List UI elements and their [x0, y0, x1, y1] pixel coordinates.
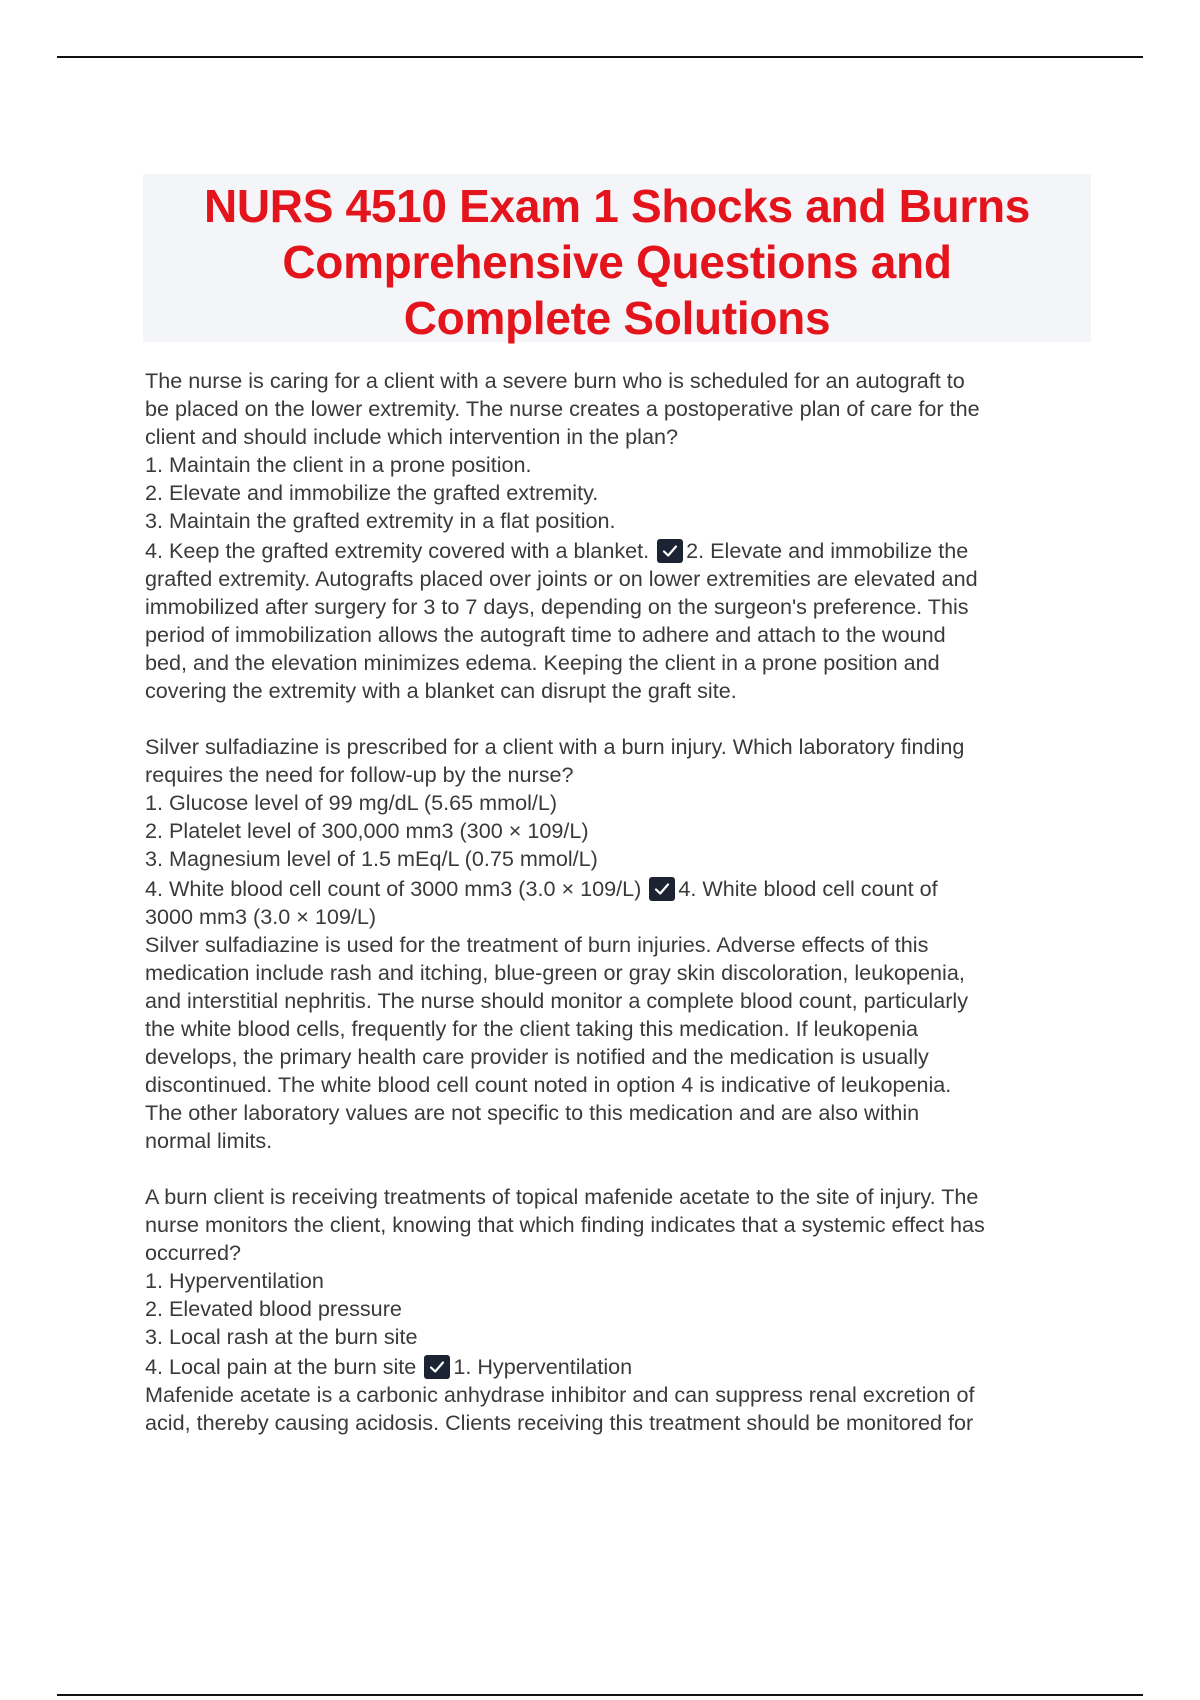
explanation-text: grafted extremity. Autografts placed over joints or on lower extremities are elevated and [145, 566, 978, 591]
explanation-text: bed, and the elevation minimizes edema. Keeping the client in a prone position and [145, 650, 940, 675]
answer-option: 4. Local pain at the burn site [145, 1354, 417, 1379]
answer-option: 3. Local rash at the burn site [145, 1324, 418, 1349]
question-text: The nurse is caring for a client with a severe burn who is scheduled for an autograft to [145, 368, 965, 393]
checkmark-icon [649, 877, 675, 901]
answer-option: 1. Maintain the client in a prone position. [145, 452, 532, 477]
explanation-text: medication include rash and itching, blue-green or gray skin discoloration, leukopenia, [145, 960, 965, 985]
answer-option: 4. White blood cell count of 3000 mm3 (3.0 × 109/L) [145, 876, 642, 901]
explanation-text: develops, the primary health care provider is notified and the medication is usually [145, 1044, 929, 1069]
question-block-2 [145, 733, 1090, 1155]
explanation-text: Silver sulfadiazine is used for the treatment of burn injuries. Adverse effects of this [145, 932, 929, 957]
question-text: nurse monitors the client, knowing that which finding indicates that a systemic effect has [145, 1212, 985, 1237]
checkmark-icon [657, 539, 683, 563]
answer-option: 2. Elevated blood pressure [145, 1296, 402, 1321]
explanation-text: acid, thereby causing acidosis. Clients receiving this treatment should be monitored for [145, 1410, 974, 1435]
page-title-line-2: Comprehensive Questions and [282, 236, 952, 288]
explanation-text: covering the extremity with a blanket can disrupt the graft site. [145, 678, 737, 703]
question-block-1 [145, 367, 1090, 705]
document-body [145, 367, 1090, 1437]
explanation-text: The other laboratory values are not specific to this medication and are also within [145, 1100, 920, 1125]
correct-answer: 4. White blood cell count of [678, 876, 938, 901]
title-banner [143, 174, 1091, 342]
question-block-3 [145, 1183, 1090, 1437]
question-text: requires the need for follow-up by the nurse? [145, 762, 574, 787]
question-text: A burn client is receiving treatments of topical mafenide acetate to the site of injury. The [145, 1184, 979, 1209]
answer-option: 1. Glucose level of 99 mg/dL (5.65 mmol/L) [145, 790, 558, 815]
page-title-line-3: Complete Solutions [403, 292, 831, 344]
checkmark-icon [424, 1355, 450, 1379]
correct-answer: 2. Elevate and immobilize the [686, 538, 969, 563]
answer-line [145, 1353, 1090, 1381]
answer-option: 2. Elevate and immobilize the grafted extremity. [145, 480, 599, 505]
explanation-text: Mafenide acetate is a carbonic anhydrase inhibitor and can suppress renal excretion of [145, 1382, 975, 1407]
explanation-text: normal limits. [145, 1128, 273, 1153]
question-text: client and should include which intervention in the plan? [145, 424, 679, 449]
top-rule [57, 56, 1143, 58]
answer-option: 1. Hyperventilation [145, 1268, 324, 1293]
explanation-text: 3000 mm3 (3.0 × 109/L) [145, 904, 377, 929]
answer-option: 3. Maintain the grafted extremity in a flat position. [145, 508, 616, 533]
question-text: occurred? [145, 1240, 242, 1265]
question-text: Silver sulfadiazine is prescribed for a client with a burn injury. Which laboratory finding [145, 734, 965, 759]
question-text: be placed on the lower extremity. The nurse creates a postoperative plan of care for the [145, 396, 980, 421]
explanation-text: immobilized after surgery for 3 to 7 days, depending on the surgeon's preference. This [145, 594, 969, 619]
explanation-text: discontinued. The white blood cell count noted in option 4 is indicative of leukopenia. [145, 1072, 952, 1097]
answer-option: 2. Platelet level of 300,000 mm3 (300 × 109/L) [145, 818, 589, 843]
explanation-text: period of immobilization allows the autograft time to adhere and attach to the wound [145, 622, 946, 647]
explanation-text: the white blood cells, frequently for the client taking this medication. If leukopenia [145, 1016, 919, 1041]
answer-line [145, 537, 1090, 565]
answer-option: 4. Keep the grafted extremity covered with a blanket. [145, 538, 650, 563]
explanation-text: and interstitial nephritis. The nurse should monitor a complete blood count, particularly [145, 988, 969, 1013]
answer-option: 3. Magnesium level of 1.5 mEq/L (0.75 mmol/L) [145, 846, 598, 871]
bottom-rule [57, 1694, 1143, 1696]
correct-answer: 1. Hyperventilation [453, 1354, 633, 1379]
answer-line [145, 875, 1090, 903]
page-title-line-1: NURS 4510 Exam 1 Shocks and Burns [203, 180, 1031, 232]
